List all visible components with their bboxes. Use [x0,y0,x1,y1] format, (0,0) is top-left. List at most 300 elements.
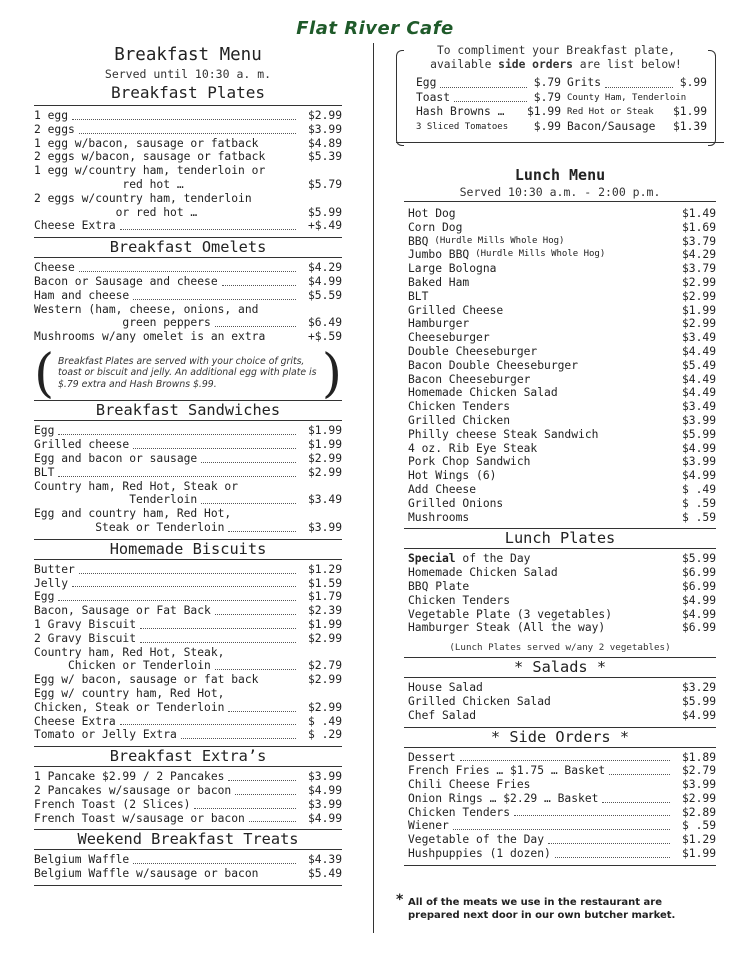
item-price: $2.99 [681,317,716,331]
side-orders-column-b [567,76,707,134]
item-name: Add Cheese [408,482,477,496]
item-price: $2.99 [307,465,342,479]
item-price: $4.99 [307,783,342,797]
item-price: $1.29 [681,833,716,847]
item-name: Grits [567,76,602,89]
weekend-treats-heading: Weekend Breakfast Treats [34,829,342,850]
item-price: $1.49 [681,207,716,220]
item-price: +$.59 [307,330,342,344]
item-name: 1 Pancake $2.99 / 2 Pancakes [34,770,225,784]
list-item [34,659,342,673]
item-name: House Salad [408,681,483,695]
list-item [408,400,716,414]
item-price: $3.99 [681,778,716,792]
list-item [408,511,716,525]
list-item [408,833,716,847]
list-item [567,120,707,135]
list-item [408,695,716,709]
breakfast-sandwiches-list [34,421,342,538]
item-name: BLT [408,289,429,303]
item-price: $ .59 [681,510,716,524]
breakfast-extras-heading: Breakfast Extra’s [34,746,342,767]
item-name: Steak or Tenderloin [34,521,225,535]
item-name: Belgium Waffle [34,853,130,867]
item-name: BLT [34,465,55,479]
list-item [34,178,342,192]
leader-dots [194,808,296,809]
item-name: Cheeseburger [408,331,490,345]
item-name: Egg [34,424,55,438]
list-item [34,137,342,151]
item-price: $3.29 [681,681,716,695]
item-price: $5.99 [681,694,716,708]
list-item [34,316,342,330]
list-item [34,219,342,233]
item-name: Large Bologna [408,262,497,276]
item-price: $3.49 [681,400,716,414]
item-name: Ham and cheese [34,288,130,302]
list-item [34,798,342,812]
item-name: Egg w/ country ham, Red Hot, [34,687,225,700]
list-item [408,847,716,861]
list-item [408,681,716,695]
item-price: $4.99 [681,469,716,483]
item-name: Chicken, Steak or Tenderloin [34,700,225,714]
list-item [34,206,342,220]
leader-dots [140,642,296,643]
list-item [408,580,716,594]
item-price: $2.99 [307,109,342,122]
leader-dots [120,229,296,230]
breakfast-extras-list [34,767,342,829]
item-name: Grilled Onions [408,496,504,510]
item-name: Country ham, Red Hot, Steak or [34,479,239,493]
leader-dots [460,760,670,761]
item-price: $4.29 [307,261,342,275]
list-item [34,289,342,303]
leader-dots [58,476,296,477]
side-orders-intro-line1: To compliment your Breakfast plate, [436,44,676,57]
special-label: Special [408,552,456,566]
item-name: French Toast w/sausage or bacon [34,811,245,825]
item-name: 2 Pancakes w/sausage or bacon [34,783,232,797]
list-item [34,867,342,881]
item-name: Jelly [34,576,69,590]
leader-dots [609,774,670,775]
item-price: $3.99 [307,797,342,811]
leader-dots [605,87,673,88]
salads-heading: * Salads * [404,657,716,678]
item-name: Onion Rings … $2.29 … Basket [408,791,599,805]
item-price: $2.99 [307,673,342,687]
item-price: $5.99 [307,205,342,219]
leader-dots [79,133,296,134]
left-brace [396,50,404,146]
list-item [408,778,716,792]
item-name: Grilled Chicken Salad [408,694,551,708]
list-item [34,646,342,660]
list-item [567,76,707,91]
right-brace [708,50,716,146]
item-price: $3.99 [307,122,342,136]
item-name: 4 oz. Rib Eye Steak [408,441,538,455]
side-orders-intro-line2: available side orders are list below! [430,58,682,71]
leader-dots [440,87,527,88]
item-name: Tenderloin [34,493,198,507]
item-price: $2.99 [681,289,716,303]
lunch-column [404,142,716,866]
lunch-plates-heading: Lunch Plates [404,528,716,549]
lunch-menu-title: Lunch Menu [514,166,606,184]
item-price: $4.49 [681,344,716,358]
list-item: Special of the Day $5.99 [408,552,716,566]
item-price: $2.89 [681,805,716,819]
item-price: $6.99 [681,579,716,593]
item-price: $1.99 [307,618,342,632]
item-price: $1.59 [307,576,342,590]
cafe-logo: Flat River Cafe [296,18,454,39]
item-name: Country ham, Red Hot, Steak, [34,645,225,659]
item-name: Egg [34,590,55,604]
item-name: Belgium Waffle w/sausage or bacon [34,867,259,881]
item-name: Egg [416,76,437,89]
leader-dots [133,299,296,300]
list-item [34,466,342,480]
item-price: $5.79 [307,177,342,191]
list-item [34,521,342,535]
item-price: $5.39 [307,150,342,164]
list-item [416,120,561,135]
item-name: 2 eggs w/country ham, tenderloin [34,191,252,205]
item-price: $ .59 [681,496,716,510]
item-price: $3.99 [307,770,342,784]
list-item [408,428,716,442]
item-price: $2.99 [307,700,342,714]
list-item [408,290,716,304]
item-price: $ .49 [681,482,716,496]
item-name: Toast [416,90,451,104]
list-item [408,751,716,765]
item-name: 3 Sliced Tomatoes [416,121,509,132]
item-name: Double Cheeseburger [408,344,538,358]
breakfast-plates-note [34,343,342,404]
item-name: or red hot … [34,205,198,219]
item-name: Bacon or Sausage and cheese [34,274,218,288]
breakfast-menu-title: Breakfast Menu [114,45,262,65]
item-name: Chili Cheese Fries [408,778,531,792]
list-item [34,590,342,604]
item-price: $4.99 [681,593,716,607]
leader-dots [58,434,296,435]
list-item [34,563,342,577]
item-price: $5.59 [307,288,342,302]
list-item [408,331,716,345]
item-name: Hot Wings (6) [408,469,497,483]
weekend-treats-list [34,850,342,885]
leader-dots [79,573,296,574]
leader-dots [222,285,296,286]
list-item [408,373,716,387]
list-item [34,480,342,494]
item-name: Chicken Tenders [408,593,511,607]
list-item [408,359,716,373]
item-price: $1.29 [307,562,342,576]
item-price: $1.99 [681,847,716,861]
breakfast-omelets-list [34,258,342,348]
item-name: Jumbo BBQ [408,248,470,262]
item-name: Baked Ham [408,275,470,289]
leader-dots [249,821,296,822]
item-name: Bacon/Sausage [567,119,656,133]
lunch-items-list [404,201,716,528]
item-name: Hot Dog [408,207,456,220]
item-price: $2.99 [681,791,716,805]
item-price: $3.99 [307,521,342,535]
item-price: $.99 [533,119,561,133]
list-item [408,566,716,580]
item-name: Red Hot or Steak [567,107,654,117]
leader-dots [228,711,296,712]
list-item [408,608,716,622]
item-name: Cheese [34,261,75,275]
item-price: $4.39 [307,853,342,867]
item-name: Hushpuppies (1 dozen) [408,847,551,861]
list-item [408,469,716,483]
item-name: Grilled cheese [34,438,130,452]
item-name: BBQ Plate [408,579,470,593]
item-name: 2 eggs w/bacon, sausage or fatback [34,150,266,164]
list-item [408,497,716,511]
item-name: Vegetable of the Day [408,833,545,847]
item-name: Egg w/ bacon, sausage or fat back [34,673,259,687]
list-item [416,91,561,106]
item-name: Bacon Double Cheeseburger [408,358,579,372]
item-price: $3.79 [681,234,716,248]
item-price: $ .59 [681,819,716,833]
lunch-plates-note: (Lunch Plates served w/any 2 vegetables) [449,642,671,654]
item-name: Grilled Cheese [408,303,504,317]
item-name: Butter [34,562,75,576]
item-name: Bacon Cheeseburger [408,372,531,386]
list-item [34,438,342,452]
column-divider [373,43,374,933]
leader-dots [454,101,527,102]
item-name: Egg and bacon or sausage [34,452,198,466]
item-name: Hamburger Steak (All the way) [408,621,606,635]
list-item [34,507,342,521]
leader-dots [235,794,296,795]
item-name: Egg and country ham, Red Hot, [34,507,232,521]
list-item [408,764,716,778]
item-name: Corn Dog [408,220,463,234]
item-price: $4.99 [681,441,716,455]
item-price: $4.99 [681,607,716,621]
lunch-plates-items [408,566,716,635]
list-item [416,76,561,91]
item-price: $5.49 [307,867,342,881]
item-name: Philly cheese Steak Sandwich [408,427,599,441]
list-item [408,248,716,262]
item-price: $6.99 [681,566,716,580]
item-price: $1.99 [672,105,707,118]
list-item [408,455,716,469]
leader-dots [548,843,670,844]
leader-dots [79,271,296,272]
item-price: $4.49 [681,372,716,386]
item-name: Homemade Chicken Salad [408,566,558,580]
list-item [34,577,342,591]
item-name: Dessert [408,750,456,764]
item-price: $1.99 [526,105,561,118]
side-orders-intro [396,42,716,72]
item-price: $1.89 [681,750,716,764]
list-item [408,207,716,221]
item-price: $1.99 [307,438,342,452]
salads-list [404,678,716,726]
leader-dots [453,829,670,830]
item-name: Chicken Tenders [408,805,511,819]
leader-dots [201,503,296,504]
leader-dots [58,600,296,601]
list-item [34,330,342,344]
list-item [416,105,561,120]
list-item [408,221,716,235]
leader-dots [215,614,296,615]
item-name: Mushrooms w/any omelet is an extra [34,330,266,344]
list-item [34,452,342,466]
list-item [408,621,716,635]
item-price: $.79 [533,76,561,89]
item-name: Western (ham, cheese, onions, and [34,302,259,316]
footnote-text: All of the meats we use in the restaurant are prepared next door in our own butcher market. [408,897,676,921]
item-name: Cheese Extra [34,714,116,728]
list-item [34,618,342,632]
leader-dots [602,802,670,803]
item-name: Wiener [408,819,449,833]
footnote-star: * [396,892,404,908]
side-orders-column-a [416,76,561,134]
item-name: Cheese Extra [34,219,116,233]
list-item [34,770,342,784]
list-item [408,386,716,400]
item-price: $3.99 [681,413,716,427]
list-item [34,261,342,275]
list-item [34,123,342,137]
item-price: $4.99 [307,811,342,825]
leader-dots [215,669,296,670]
item-price: $1.79 [307,590,342,604]
list-item [34,728,342,742]
list-item [34,673,342,687]
item-name: 1 egg w/bacon, sausage or fatback [34,136,259,150]
side-orders-heading: * Side Orders * [404,727,716,748]
breakfast-omelets-heading: Breakfast Omelets [34,237,342,258]
list-item [34,275,342,289]
list-item [567,105,707,120]
list-item [408,414,716,428]
item-name: Chicken or Tenderloin [34,659,211,673]
lunch-served-hours: Served 10:30 a.m. - 2:00 p.m. [459,185,661,199]
leader-dots [181,738,296,739]
list-item [34,604,342,618]
breakfast-plates-heading: Breakfast Plates [110,83,266,102]
item-name: green peppers [34,316,211,330]
item-name: Vegetable Plate (3 vegetables) [408,607,613,621]
item-price: $1.99 [681,303,716,317]
butcher-footnote [396,892,716,922]
item-name: Grilled Chicken [408,413,511,427]
list-item [34,687,342,701]
list-item [408,304,716,318]
item-name: French Toast (2 Slices) [34,797,191,811]
breakfast-sandwiches-heading: Breakfast Sandwiches [34,400,342,421]
item-name: 2 eggs [34,122,75,136]
list-item [408,594,716,608]
leader-dots [228,780,296,781]
item-price: $2.99 [307,631,342,645]
item-price: $3.79 [681,262,716,276]
item-price: $4.99 [681,708,716,722]
leader-dots [133,863,296,864]
item-price: $5.49 [681,358,716,372]
item-price: $3.49 [307,493,342,507]
right-parenthesis: ) [321,343,342,404]
leader-dots [140,628,296,629]
item-price: $6.49 [307,316,342,330]
leader-dots [72,586,296,587]
list-item [567,91,707,106]
item-note: (Hurdle Mills Whole Hog) [434,235,565,246]
list-item [34,150,342,164]
item-price: $3.99 [681,455,716,469]
special-price: $5.99 [681,552,716,566]
leader-dots [72,119,296,120]
item-price: $2.99 [681,275,716,289]
list-item [34,632,342,646]
list-item [34,812,342,826]
list-item [34,192,342,206]
item-price: $2.79 [307,659,342,673]
breakfast-column [34,44,342,886]
leader-dots [514,815,670,816]
side-orders-grid [396,72,716,134]
item-name: Hash Browns … [416,105,505,118]
leader-dots [133,448,296,449]
list-item [408,806,716,820]
list-item [34,303,342,317]
item-name: BBQ [408,234,429,248]
list-item [34,493,342,507]
item-name: Bacon, Sausage or Fat Back [34,604,211,618]
item-name: Tomato or Jelly Extra [34,728,177,742]
item-name: 1 egg w/country ham, tenderloin or [34,164,266,178]
list-item [408,345,716,359]
item-name: French Fries … $1.75 … Basket [408,764,606,778]
item-price: $2.39 [307,604,342,618]
item-name: 1 Gravy Biscuit [34,618,137,632]
list-item [34,701,342,715]
item-price: $1.39 [672,119,707,133]
leader-dots [201,462,296,463]
item-price: $.79 [533,90,561,104]
item-name: Chicken Tenders [408,400,511,414]
list-item [34,424,342,438]
item-price: $4.29 [681,248,716,262]
item-price: $.99 [679,76,707,89]
list-item [34,853,342,867]
list-item [408,442,716,456]
breakfast-plates-list [34,106,342,237]
